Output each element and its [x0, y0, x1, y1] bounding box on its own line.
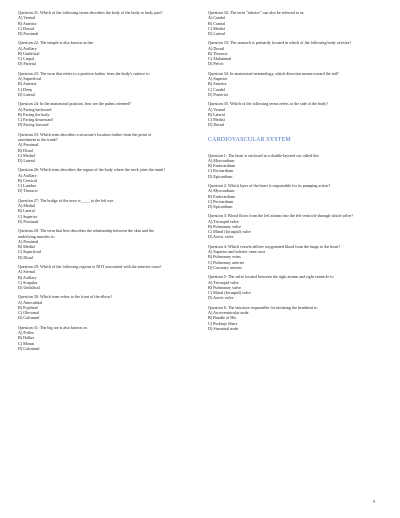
question-block — [208, 244, 358, 270]
answer-option: B) Hallux — [18, 335, 35, 341]
answer-option: B) Facing the body — [18, 111, 50, 117]
answer-option: A) Superior — [208, 76, 228, 82]
answer-option: D) Distal — [18, 254, 34, 260]
answer-option: D) Proximal — [18, 31, 39, 36]
question-text: Question 29: Which of the following regions is NOT associated with the anterior torso? — [18, 264, 162, 269]
answer-option: C) Mitral (bicuspid) valve — [208, 229, 251, 235]
question-block — [208, 305, 358, 331]
answer-option: C) Scapular — [18, 279, 38, 285]
answer-option: D) Proximal — [18, 218, 39, 224]
question-text: Question 25: Which term describes a structure's location farther from the point of attachment to the trunk? — [18, 131, 152, 142]
question-block — [18, 294, 168, 320]
answer-option: A) Superior and inferior vena cava — [208, 249, 265, 255]
answer-option: C) Pulmonary arteries — [208, 259, 245, 265]
answer-option: B) Lateral — [208, 111, 225, 117]
page-number: 9 — [373, 499, 376, 504]
question-list-cardiovascular — [208, 153, 358, 331]
section-title: CARDIOVASCULAR SYSTEM — [208, 136, 291, 143]
answer-option: A) Ventral — [18, 15, 36, 21]
question-text: Question 28: The term that best describes the relationship between the skin and the underlying muscles is: — [18, 228, 154, 239]
answer-option: D) Sinoatrial node — [208, 325, 239, 331]
answer-option: B) Pulmonary veins — [208, 254, 241, 260]
answer-option: A) Pollex — [18, 330, 34, 336]
answer-option: C) Deep — [18, 86, 32, 92]
answer-option: B) Bundle of His — [208, 315, 237, 321]
answer-option: B) Umbilical — [18, 50, 40, 56]
answer-option: D) Umbilical — [18, 285, 40, 290]
question-block — [18, 132, 168, 164]
answer-option: A) Proximal — [18, 238, 39, 244]
question-block — [18, 10, 168, 36]
answer-option: B) Endocardium — [208, 163, 236, 169]
question-text: Question 30: Which term refers to the front of the elbow? — [18, 294, 113, 300]
answer-option: A) Sternal — [18, 269, 35, 275]
answer-option: C) Pericardium — [208, 198, 234, 204]
answer-option: B) Endocardium — [208, 193, 236, 199]
answer-option: B) Lateral — [18, 208, 35, 214]
question-text: Question 23: The term that refers to a position farther from the body's surface is: — [18, 70, 150, 76]
answer-option: B) Distal — [18, 147, 33, 153]
question-block — [18, 167, 168, 193]
question-block — [208, 40, 358, 66]
question-block — [18, 228, 168, 260]
answer-option: B) Thoracic — [208, 50, 228, 56]
answer-option: A) Tricuspid valve — [208, 218, 239, 224]
question-text: Question 31: The big toe is also known as: — [18, 324, 88, 330]
answer-option: A) Axillary — [18, 45, 37, 51]
answer-option: B) Anterior — [18, 20, 37, 26]
question-block — [18, 40, 168, 66]
question-list-anatomy — [208, 10, 358, 128]
question-block — [18, 71, 168, 97]
answer-option: D) Facing forward — [18, 122, 49, 128]
answer-option: B) Axillary — [18, 274, 37, 280]
answer-option: A) Facing backward — [18, 106, 52, 112]
answer-option: C) Medial — [208, 25, 225, 31]
question-block — [18, 325, 168, 351]
answer-option: C) Carpal — [18, 56, 35, 62]
answer-option: C) Medial — [208, 117, 225, 123]
question-text: Question 24: In the anatomical position, how are the palms oriented? — [18, 101, 131, 107]
answer-option: C) Medial — [18, 152, 35, 158]
answer-option: D) Posterior — [208, 91, 229, 97]
answer-option: B) Cranial — [208, 20, 226, 26]
answer-option: A) Tricuspid valve — [208, 279, 239, 285]
answer-option: C) Mitral (bicuspid) valve — [208, 290, 251, 296]
answer-option: B) Anterior — [208, 81, 227, 87]
question-text: Question 32: The term "inferior" can also be referred to as: — [208, 10, 305, 15]
answer-option: D) Dorsal — [208, 122, 225, 128]
answer-option: B) Medial — [18, 244, 35, 250]
question-block — [208, 101, 358, 127]
answer-option: D) Lateral — [18, 158, 35, 163]
answer-option: C) Abdominal — [208, 56, 232, 62]
answer-option: A) Medial — [18, 203, 35, 209]
answer-option: D) Calcaneal — [18, 315, 40, 321]
question-text: Question 27: The bridge of the nose is ____ to the left eye. — [18, 197, 115, 203]
answer-option: B) Popliteal — [18, 304, 38, 310]
question-text: Question 26: Which term describes the region of the body where the neck joins the trunk? — [18, 167, 166, 173]
question-block — [18, 264, 168, 290]
answer-option: D) Coronary arteries — [208, 264, 242, 270]
answer-option: D) Pelvic — [208, 61, 224, 67]
question-text: Question 35: Which of the following terms refers to the side of the body? — [208, 101, 329, 107]
answer-option: C) Dorsal — [18, 25, 35, 31]
answer-option: C) Superficial — [18, 249, 42, 255]
left-column — [18, 10, 168, 351]
question-text: Question 21: Which of the following terms describes the body of the body or body part? — [18, 10, 163, 15]
question-text: Question 3: Blood flows from the left atrium into the left ventricle through which valve? — [208, 213, 354, 219]
question-block — [208, 71, 358, 97]
question-block — [18, 198, 168, 224]
answer-option: B) Anterior — [18, 81, 37, 87]
answer-option: A) Axillary — [18, 172, 37, 178]
answer-option: C) Olecranal — [18, 310, 40, 316]
answer-option: A) Dorsal — [208, 45, 225, 51]
answer-option: D) Aortic valve — [208, 234, 234, 240]
question-text: Question 22: The temple is also known as the: — [18, 40, 94, 46]
answer-option: C) Facing downward — [18, 117, 53, 123]
answer-option: D) Thoracic — [18, 188, 38, 194]
answer-option: D) Parietal — [18, 61, 36, 67]
answer-option: D) Epicardium — [208, 204, 233, 209]
question-text: Question 4: Which vessels deliver oxygenated blood from the lungs to the heart? — [208, 243, 341, 249]
question-block — [18, 101, 168, 127]
answer-option: D) Lateral — [208, 31, 225, 36]
answer-option: A) Ventral — [208, 106, 226, 112]
question-text: Question 33: The stomach is primarily located in which of the following body cavities? — [208, 40, 352, 46]
answer-option: B) Cervical — [18, 177, 37, 183]
question-block — [208, 213, 358, 239]
question-text: Question 1: The heart is enclosed in a double-layered sac called the: — [208, 152, 320, 158]
answer-option: D) Calcaneal — [18, 345, 40, 351]
answer-option: D) Lateral — [18, 91, 35, 97]
question-block — [208, 274, 358, 300]
answer-option: A) Proximal — [18, 142, 39, 148]
question-block — [208, 10, 358, 36]
answer-option: C) Superior — [18, 213, 38, 219]
question-text: Question 6: The structure responsible for initiating the heartbeat is: — [208, 304, 318, 310]
answer-option: A) Caudal — [208, 15, 225, 21]
answer-option: B) Pulmonary valve — [208, 223, 241, 229]
answer-option: C) Lumbar — [18, 183, 37, 189]
answer-option: C) Caudal — [208, 86, 225, 92]
answer-option: B) Pulmonary valve — [208, 284, 241, 290]
answer-option: D) Aortic valve — [208, 295, 234, 301]
answer-option: A) Myocardium — [208, 188, 235, 194]
question-block — [208, 153, 358, 179]
answer-option: A) Superficial — [18, 76, 42, 82]
question-text: Question 5: The valve located between the right atrium and right ventricle is: — [208, 274, 335, 280]
answer-option: D) Epicardium — [208, 173, 233, 179]
question-text: Question 34: In anatomical terminology, which direction means toward the tail? — [208, 70, 339, 76]
answer-option: A) Antecubital — [18, 299, 43, 305]
question-block — [208, 183, 358, 209]
right-column — [208, 10, 358, 331]
answer-option: A) Myocardium — [208, 157, 235, 163]
answer-option: A) Atrioventricular node — [208, 310, 249, 315]
answer-option: C) Purkinje fibers — [208, 320, 238, 326]
answer-option: C) Manus — [18, 340, 35, 346]
answer-option: C) Pericardium — [208, 168, 234, 174]
question-text: Question 2: Which layer of the heart is responsible for its pumping action? — [208, 183, 331, 188]
